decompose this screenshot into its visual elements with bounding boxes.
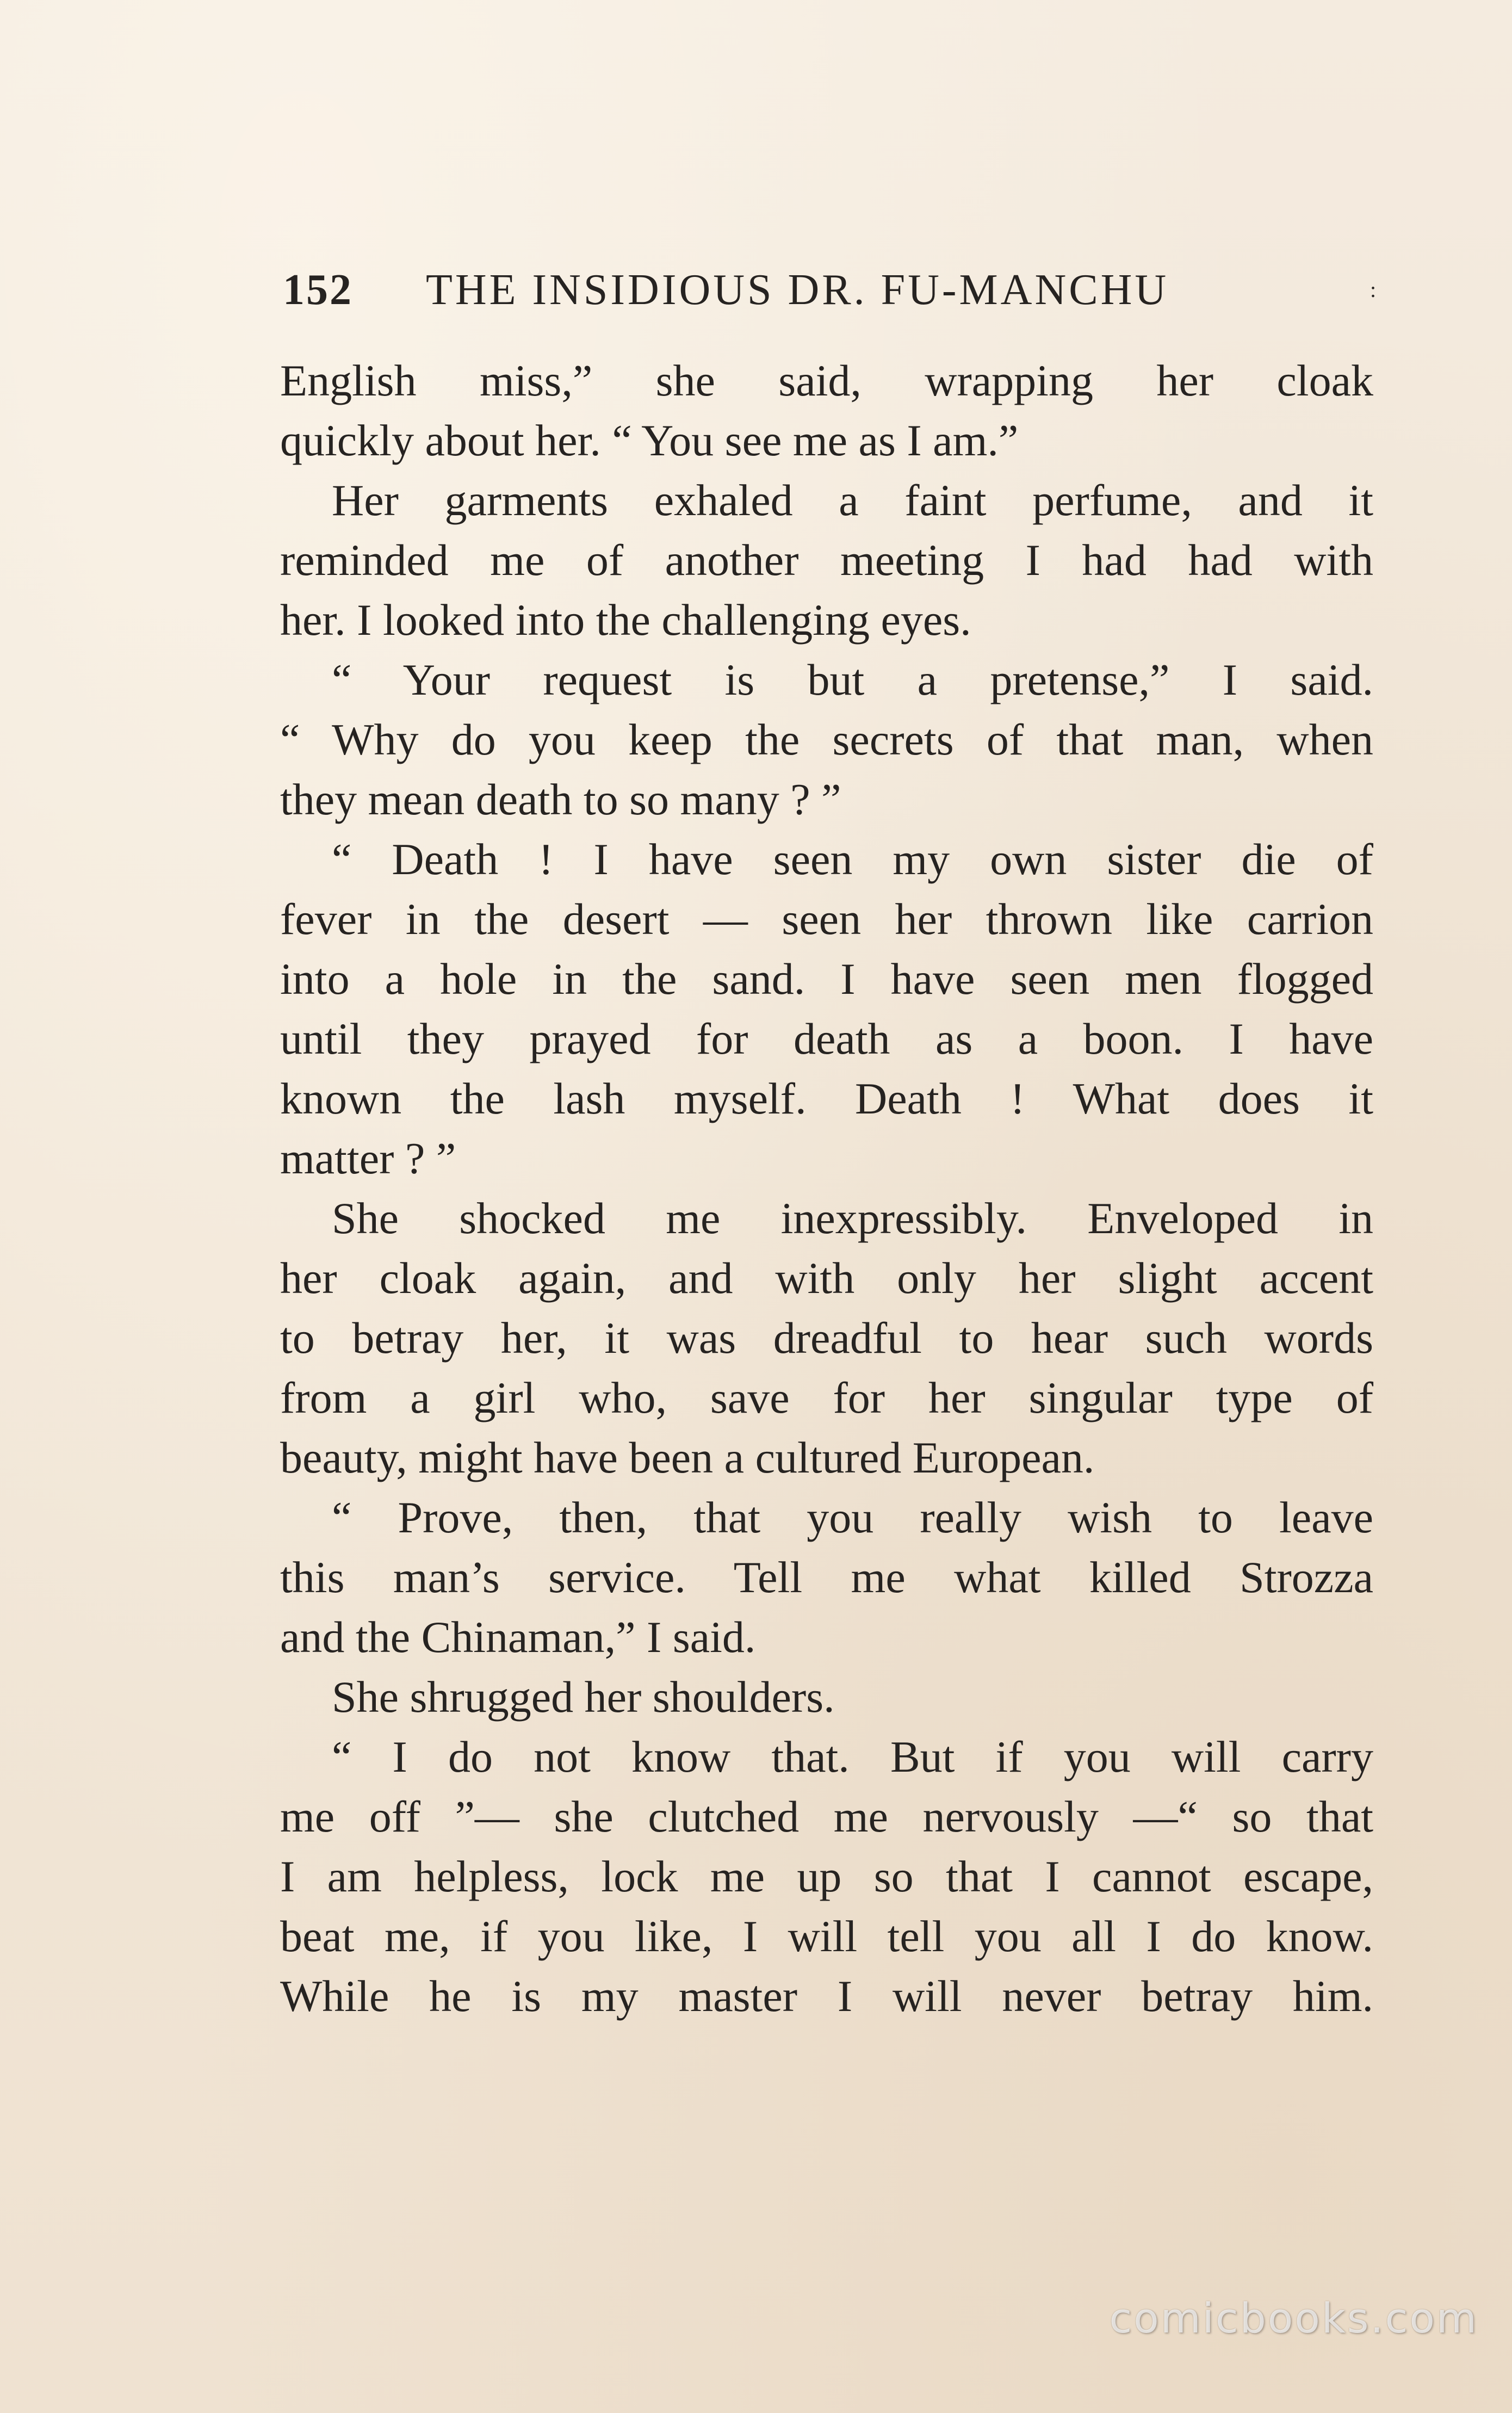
text-line: beauty, might have been a cultured European. <box>280 1433 1095 1482</box>
text-line: “ I do not know that. But if you will carry <box>332 1732 1373 1781</box>
text-line: She shocked me inexpressibly. Enveloped in <box>332 1193 1373 1243</box>
text-line: her cloak again, and with only her slight accent <box>280 1253 1373 1303</box>
text-line: matter ? ” <box>280 1134 456 1183</box>
text-line: reminded me of another meeting I had had with <box>280 535 1373 585</box>
text-line: until they prayed for death as a boon. I have <box>280 1014 1373 1063</box>
text-line: She shrugged her shoulders. <box>332 1672 835 1722</box>
text-line: and the Chinaman,” I said. <box>280 1612 756 1662</box>
text-line: me off ”— she clutched me nervously —“ so that <box>280 1792 1373 1841</box>
body-text <box>280 351 1373 2026</box>
text-line: I am helpless, lock me up so that I cannot escape, <box>280 1852 1373 1901</box>
text-line: they mean death to so many ? ” <box>280 775 841 824</box>
text-line: her. I looked into the challenging eyes. <box>280 595 971 645</box>
text-line: While he is my master I will never betray him. <box>280 1971 1373 2021</box>
watermark: comicbooks.com <box>1109 2294 1478 2342</box>
text-line: beat me, if you like, I will tell you all I do know. <box>280 1911 1373 1961</box>
text-line: “ Why do you keep the secrets of that man, when <box>280 715 1373 764</box>
running-head-mark: : <box>1370 277 1378 302</box>
text-line: into a hole in the sand. I have seen men flogged <box>280 954 1373 1004</box>
text-line: Her garments exhaled a faint perfume, and it <box>332 475 1373 525</box>
text-line: quickly about her. “ You see me as I am.” <box>280 416 1019 465</box>
text-line: fever in the desert — seen her thrown like carrion <box>280 894 1373 944</box>
text-line: from a girl who, save for her singular type of <box>280 1373 1373 1422</box>
page-header <box>283 260 1378 320</box>
text-line: “ Your request is but a pretense,” I said. <box>332 655 1373 704</box>
page-number: 152 <box>283 266 353 314</box>
text-line: “ Prove, then, that you really wish to leave <box>332 1493 1373 1542</box>
text-line: English miss,” she said, wrapping her cloak <box>280 356 1373 405</box>
text-line: this man’s service. Tell me what killed Strozza <box>280 1552 1373 1602</box>
text-line: known the lash myself. Death ! What does it <box>280 1074 1373 1123</box>
running-head: THE INSIDIOUS DR. FU-MANCHU <box>426 266 1169 314</box>
text-line: to betray her, it was dreadful to hear such words <box>280 1313 1373 1363</box>
text-line: “ Death ! I have seen my own sister die of <box>332 834 1373 884</box>
